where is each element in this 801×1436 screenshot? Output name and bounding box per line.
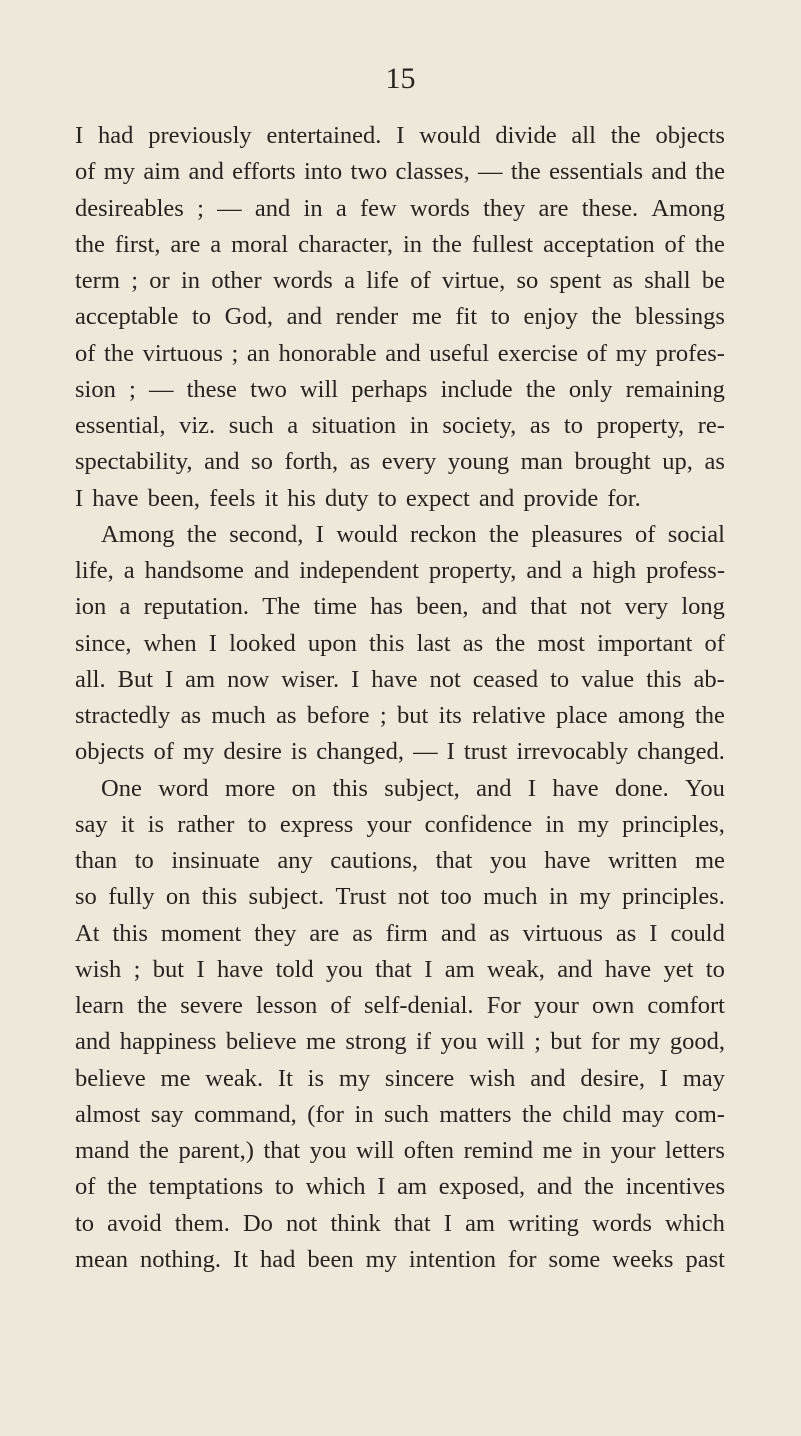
text-line: mand the parent,) that you will often remind me in your letters — [75, 1137, 725, 1164]
text-line: say it is rather to express your confidence in my principles, — [75, 810, 725, 838]
text-line: spectability, and so forth, as every young man brought up, as — [75, 448, 725, 476]
text-line: of my aim and efforts into two classes, — the essentials and the — [75, 158, 725, 186]
text-line: than to insinuate any cautions, that you have written me — [75, 847, 725, 874]
text-line: to avoid them. Do not think that I am writing words which — [75, 1209, 725, 1237]
text-line: Among the second, I would reckon the pleasures of social — [101, 520, 725, 548]
text-line: One word more on this subject, and I have done. You — [101, 774, 725, 802]
page-number: 15 — [385, 62, 416, 95]
text-line: the first, are a moral character, in the fullest acceptation of the — [75, 230, 725, 258]
text-line: desireables ; — and in a few words they are these. Among — [75, 194, 725, 222]
text-line: of the temptations to which I am exposed, and the incentives — [75, 1173, 725, 1201]
text-line: stractedly as much as before ; but its relative place among the — [75, 702, 725, 729]
text-line: ion a reputation. The time has been, and that not very long — [75, 593, 725, 621]
text-line: mean nothing. It had been my intention for some weeks past — [75, 1245, 725, 1273]
text-line: and happiness believe me strong if you will ; but for my good, — [75, 1028, 725, 1056]
text-line: I had previously entertained. I would divide all the objects — [75, 122, 725, 149]
text-line: At this moment they are as firm and as virtuous as I could — [75, 919, 725, 947]
text-line: all. But I am now wiser. I have not ceased to value this ab- — [75, 665, 725, 693]
text-line: life, a handsome and independent property, and a high profess- — [75, 557, 725, 584]
text-line: sion ; — these two will perhaps include the only remaining — [75, 375, 725, 403]
text-line: of the virtuous ; an honorable and useful exercise of my profes- — [75, 339, 725, 367]
text-line: I have been, feels it his duty to expect and provide for. — [75, 484, 641, 512]
text-line: essential, viz. such a situation in society, as to property, re- — [75, 412, 725, 439]
text-line: learn the severe lesson of self-denial. For your own comfort — [75, 992, 725, 1019]
text-line: believe me weak. It is my sincere wish and desire, I may — [75, 1064, 725, 1092]
text-line: since, when I looked upon this last as the most important of — [75, 629, 725, 657]
text-line: term ; or in other words a life of virtue, so spent as shall be — [75, 267, 725, 294]
text-line: wish ; but I have told you that I am weak, and have yet to — [75, 955, 725, 983]
text-line: objects of my desire is changed, — I trust irrevocably changed. — [75, 738, 725, 766]
text-line: acceptable to God, and render me fit to enjoy the blessings — [75, 303, 725, 331]
text-line: so fully on this subject. Trust not too much in my principles. — [75, 883, 725, 911]
body-text — [75, 118, 725, 1278]
text-line: almost say command, (for in such matters the child may com- — [75, 1100, 725, 1128]
